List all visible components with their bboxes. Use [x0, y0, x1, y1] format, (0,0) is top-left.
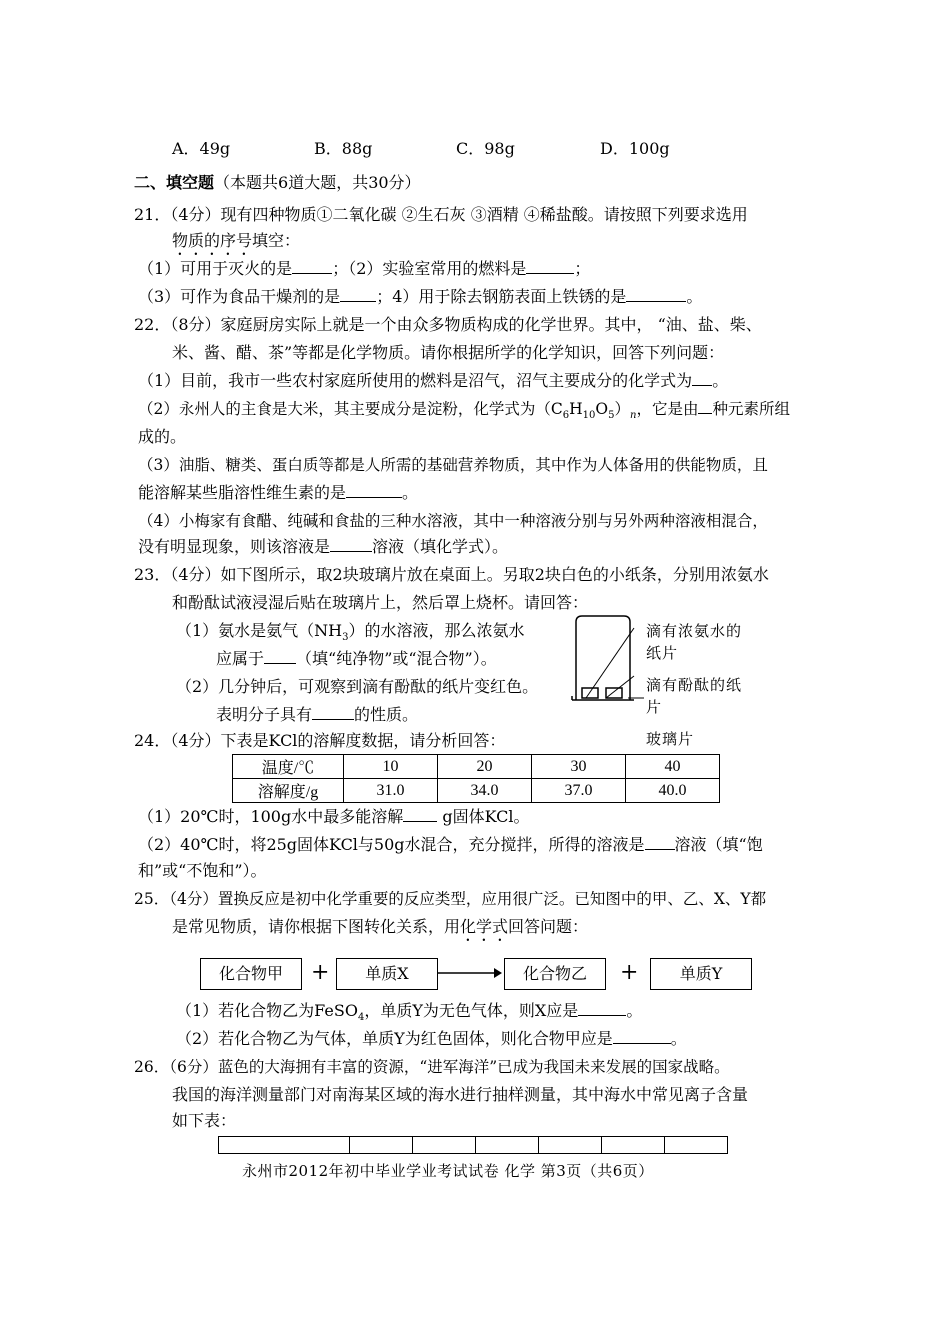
q21-line1: 21．（4分）现有四种物质①二氧化碳 ②生石灰 ③酒精 ④稀盐酸。请按照下列要求选用 [134, 205, 748, 224]
paren: ） [614, 400, 630, 418]
table-cell: 40.0 [626, 779, 720, 803]
q23-line6 [216, 704, 418, 726]
q22-l3a: （1）目前，我市一些农村家庭所使用的燃料是沼气，沼气主要成分的化学式为 [138, 371, 693, 390]
option-c: C．98g [456, 139, 515, 158]
q23-line1: 23．（4分）如下图所示，取2块玻璃片放在桌面上。另取2块白色的小纸条，分别用浓氨水 [134, 565, 769, 584]
blank [312, 705, 354, 720]
q26-line3: 如下表： [172, 1111, 237, 1130]
q23-l4a: 应属于 [216, 649, 265, 668]
q23-l3b: ）的水溶液，那么浓氨水 [348, 621, 525, 640]
q22-line7 [138, 482, 418, 504]
blank [292, 259, 332, 274]
arrow-icon [438, 966, 504, 980]
box-element-y: 单质Y [650, 958, 752, 990]
q22-line3 [138, 370, 728, 392]
table-row [219, 1137, 728, 1154]
q21-l3a: （1）可用于灭火的是 [138, 259, 293, 278]
h: H [569, 400, 583, 418]
sub-6: 6 [562, 410, 570, 422]
emphasis-text: 物质的序号 [172, 231, 253, 250]
q22-line2: 米、酱、醋、茶”等都是化学物质。请你根据所学的化学知识，回答下列问题： [172, 343, 725, 362]
blank [526, 259, 574, 274]
table-row [233, 779, 720, 803]
plus-sign-1: + [311, 960, 330, 985]
q25-line4 [176, 1028, 687, 1050]
blank [340, 287, 376, 302]
table-cell: 溶解度/g [233, 779, 344, 803]
q25-line2 [172, 916, 588, 945]
table-cell [539, 1137, 602, 1154]
table-cell: 温度/℃ [233, 755, 344, 779]
q26-line1: 26．（6分）蓝色的大海拥有丰富的资源，“进军海洋”已成为我国未来发展的国家战略。 [134, 1058, 730, 1076]
section-title: 二、填空题 [134, 173, 215, 192]
q23-line2: 和酚酞试液浸湿后贴在玻璃片上，然后罩上烧杯。请回答： [172, 593, 589, 612]
q22-l9a: 没有明显现象，则该溶液是 [138, 537, 331, 556]
q21-line2 [172, 230, 300, 259]
blank [330, 537, 372, 552]
table-cell [413, 1137, 476, 1154]
table-cell: 34.0 [438, 779, 532, 803]
fig-label-ammonia-2: 纸片 [646, 644, 679, 662]
blank [403, 807, 437, 822]
fig-label-phenol-2: 片 [646, 698, 663, 716]
q25-line1: 25．（4分）置换反应是初中化学重要的反应类型，应用很广泛。已知图中的甲、乙、X、Y都 [134, 890, 767, 908]
option-b: B．88g [314, 139, 373, 158]
table-cell: 10 [344, 755, 438, 779]
sub-3: 3 [342, 632, 349, 644]
fig-label-glass: 玻璃片 [646, 730, 695, 748]
q26-line2: 我国的海洋测量部门对南海某区域的海水进行抽样测量，其中海水中常见离子含量 [172, 1085, 749, 1104]
q22-l4b: ，它是由 [636, 400, 699, 418]
q21-l3c: ； [574, 259, 591, 278]
q25-l2a: 是常见物质，请你根据下图转化关系，用 [172, 917, 461, 936]
box-element-x: 单质X [336, 958, 438, 990]
q21-l4b: ；4）用于除去钢筋表面上铁锈的是 [376, 287, 627, 306]
ion-table [218, 1136, 728, 1154]
q23-l6a: 表明分子具有 [216, 705, 313, 724]
blank [645, 835, 675, 850]
sub-5: 5 [608, 410, 615, 422]
q23-line4 [216, 648, 497, 670]
q23-l4b: （填“纯净物”或“混合物”）。 [296, 649, 497, 668]
q22-line9 [138, 536, 508, 558]
q23-l3a: （1）氨水是氨气（NH [176, 621, 343, 640]
solubility-table [232, 754, 720, 803]
table-cell: 20 [438, 755, 532, 779]
table-cell [219, 1137, 350, 1154]
sub-4: 4 [357, 1012, 365, 1024]
q21-l4a: （3）可作为食品干燥剂的是 [138, 287, 341, 306]
q24-line2 [138, 806, 529, 828]
q22-line1: 22．（8分）家庭厨房实际上就是一个由众多物质构成的化学世界。其中， “油、盐、柴、 [134, 315, 762, 334]
table-cell: 30 [532, 755, 626, 779]
q24-l3a: （2）40℃时，将25g固体KCl与50g水混合，充分搅拌，所得的溶液是 [138, 835, 645, 854]
q22-line5: 成的。 [138, 427, 187, 446]
section-note: （本题共6道大题，共30分） [214, 173, 421, 192]
q22-l3b: 。 [712, 371, 729, 390]
blank [626, 287, 686, 302]
q24-line4: 和”或“不饱和”）。 [138, 861, 267, 880]
option-d: D．100g [600, 139, 670, 158]
q22-l4c: 种元素所组 [712, 400, 790, 418]
fig-label-phenol-1: 滴有酚酞的纸 [646, 676, 743, 694]
q24-l2b: g固体KCl。 [437, 807, 530, 826]
box-compound-b: 化合物乙 [504, 958, 606, 990]
section-heading [134, 172, 421, 194]
q23-line3 [176, 620, 525, 649]
table-row [233, 755, 720, 779]
q25-line3 [176, 1000, 642, 1029]
q25-l4a: （2）若化合物乙为气体，单质Y为红色固体，则化合物甲应是 [176, 1029, 613, 1048]
box-compound-a: 化合物甲 [200, 958, 302, 990]
q25-l2c: 回答问题： [508, 917, 589, 936]
q22-line8: （4）小梅家有食醋、纯碱和食盐的三种水溶液，其中一种溶液分别与另外两种溶液相混合， [138, 512, 768, 530]
table-cell [476, 1137, 539, 1154]
q21-l3b: ；（2）实验室常用的燃料是 [332, 259, 527, 278]
table-cell: 37.0 [532, 779, 626, 803]
q21-line4 [138, 286, 702, 308]
o: O [595, 400, 609, 418]
q21-l4c: 。 [686, 287, 703, 306]
q22-l4a: （2）永州人的主食是大米，其主要成分是淀粉，化学式为（C [138, 400, 563, 418]
table-cell: 31.0 [344, 779, 438, 803]
option-a: A．49g [172, 139, 231, 158]
emphasis-text: 化学式 [460, 917, 509, 936]
q25-l4b: 。 [670, 1029, 687, 1048]
q25-l3a: （1）若化合物乙为FeSO [176, 1001, 358, 1020]
table-cell: 40 [626, 755, 720, 779]
blank [613, 1029, 671, 1044]
q24-l3b: 溶液（填“饱 [674, 835, 763, 854]
sub-n: n [629, 410, 637, 422]
fig-label-ammonia-1: 滴有浓氨水的 [646, 622, 743, 640]
q24-line3 [138, 834, 763, 856]
q21-line2-rest: 填空： [252, 231, 301, 250]
table-cell [350, 1137, 413, 1154]
page-footer: 永州市2012年初中毕业学业考试试卷 化学 第3页（共6页） [242, 1162, 654, 1180]
blank [578, 1001, 626, 1016]
blank [346, 483, 402, 498]
q24-l2a: （1）20℃时，100g水中最多能溶解 [138, 807, 404, 826]
blank [698, 399, 712, 414]
q22-line4 [138, 398, 790, 427]
q22-l9b: 溶液（填化学式）。 [372, 537, 509, 556]
table-cell [602, 1137, 665, 1154]
q24-line1: 24．（4分）下表是KCl的溶解度数据，请分析回答： [134, 731, 506, 750]
q25-l3b: ，单质Y为无色气体，则X应是 [364, 1001, 579, 1020]
blank [264, 649, 296, 664]
q22-l7b: 。 [402, 483, 419, 502]
plus-sign-2: + [620, 960, 639, 985]
table-cell [665, 1137, 728, 1154]
blank [692, 371, 712, 386]
q25-l3c: 。 [626, 1001, 643, 1020]
q21-line3 [138, 258, 590, 280]
q23-l6b: 的性质。 [354, 705, 419, 724]
q22-line6: （3）油脂、糖类、蛋白质等都是人所需的基础营养物质，其中作为人体备用的供能物质，且 [138, 456, 768, 474]
sub-10: 10 [582, 410, 596, 422]
q22-l7a: 能溶解某些脂溶性维生素的是 [138, 483, 347, 502]
q23-line5: （2）几分钟后，可观察到滴有酚酞的纸片变红色。 [176, 677, 539, 696]
